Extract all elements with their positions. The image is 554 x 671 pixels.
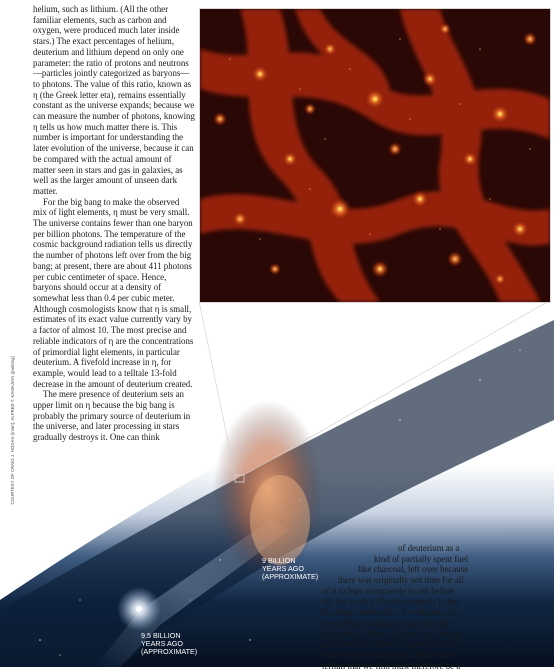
label-line: YEARS AGO [141,639,183,648]
text-line: like charcoal, left over because [358,564,469,575]
label-line: 9 BILLION [262,556,296,565]
paragraph: The mere presence of deuterium sets an upper limit on η because the big bang is probably the primary source of deuterium in the universe, and later processing in stars gradually destroys it. One can think [33,389,191,443]
photo-credit: COURTESY OF CRAIG J. HOGAN (inset); ALFRED T. KAMAJIAN (painting) [10,356,15,505]
body-column-right [322,543,550,671]
label-9-5-billion-years [141,632,197,656]
text-line: millions or billions of years; as a result, [322,628,463,639]
text-line: kind of partially spent fuel [374,553,469,564]
text-line: of deuterium as a [398,543,460,553]
text-line: lium or heavier elements. All the deu- [322,650,457,661]
paragraph: For the big bang to make the observed mix of light elements, η must be very small. The universe contains fewer than one baryon per billion photons. The temperature of the cosmic background radiation tells us directly the number of photons left over from the big bang; at present, there are about 411 photons per cubic centimeter of space. Hence, baryons should occur at a density of somewhat less than 0.4 per cubic meter. Although cosmologists know that η is small, estimates of its exact value currently vary by a factor of almost 10. The most precise and reliable indicators of η are the concentrations of primordial light elements, in particular deuterium. A fivefold increase in η, for example, would lead to a telltale 13-fold decrease in the amount of deuterium created. [33,196,194,389]
label-line: 9.5 BILLION [141,631,181,640]
label-line: (APPROXIMATE) [141,647,198,656]
text-line: any deuterium there is converted to he- [322,639,461,650]
text-line: the nuclear burning in stars lasts for [322,617,450,628]
text-line: there was originally not time for all [338,575,464,586]
label-line: (APPROXIMATE) [262,572,319,581]
label-9-billion-years [262,557,318,581]
cosmic-web-inset-image [199,8,551,303]
body-column-left [33,4,195,443]
text-line: of it to burn completely to ash before [322,585,454,596]
label-line: YEARS AGO [262,564,304,573]
text-line: big bang lasted only a few minutes, but [322,607,462,618]
paragraph: helium, such as lithium. (All the other familiar elements, such as carbon and oxygen, were produced much later inside stars.) The exact percentages of helium, deuterium and lithium depend on only one parameter: the ratio of protons and neutrons—particles jointly categorized as baryons—to photons. The value of this ratio, known as η (the Greek letter eta), remains essentially constant as the universe expands; because we can measure the number of photons, knowing η tells us how much matter there is. This number is important for understanding the later evolution of the universe, because it can be compared with the actual amount of matter seen in stars and gas in galaxies, as well as the larger amount of unseen dark matter. [33,4,195,196]
text-line: terium that we find must therefore be a [322,660,461,671]
text-line: the fire cooled. Nucleosynthesis in the [322,596,459,607]
